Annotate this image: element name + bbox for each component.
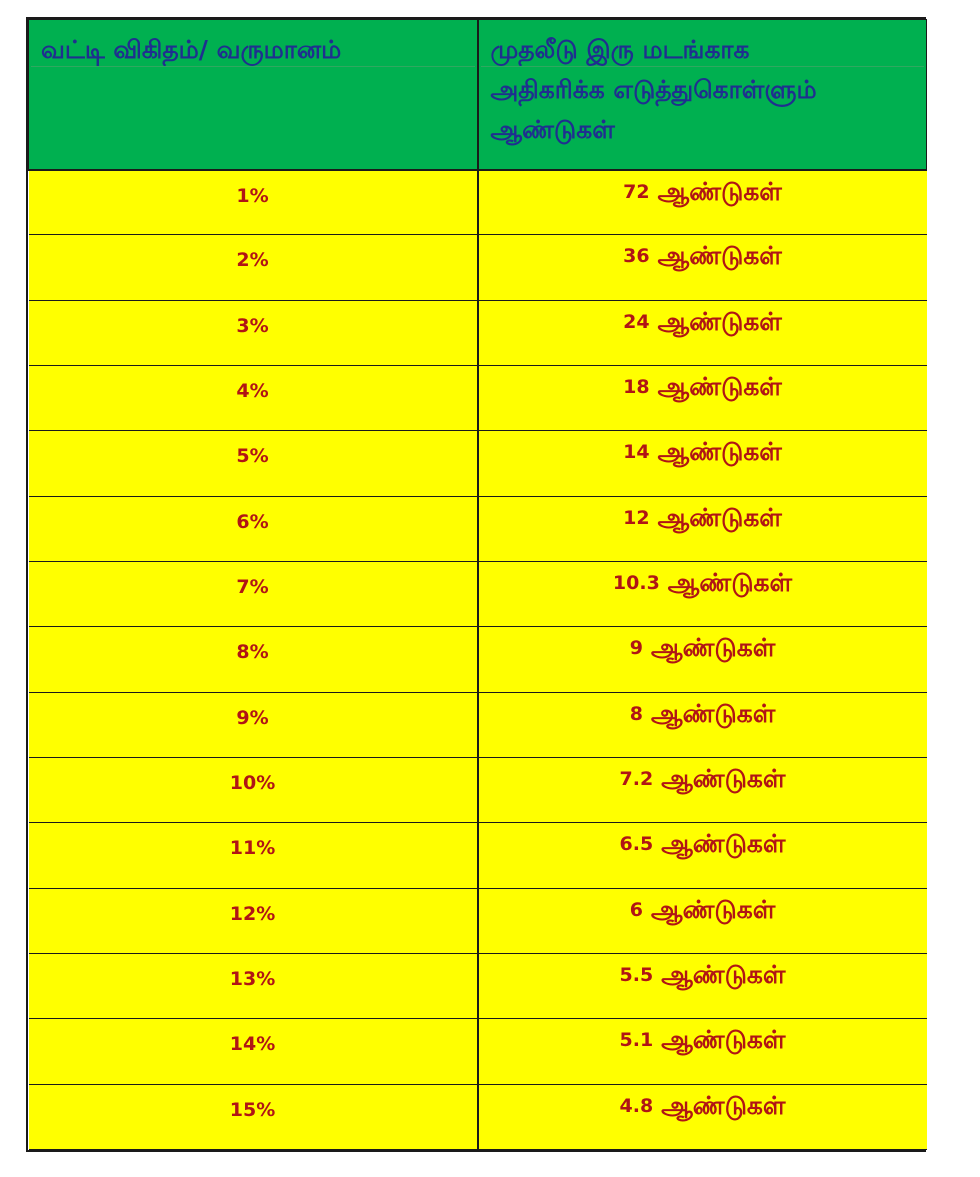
rate-cell: 6% <box>29 496 478 561</box>
years-unit: ஆண்டுகள் <box>661 1025 786 1055</box>
years-unit: ஆண்டுகள் <box>657 437 782 467</box>
table-row <box>29 692 927 757</box>
header-years <box>478 20 927 170</box>
years-unit: ஆண்டுகள் <box>657 241 782 271</box>
header-rate <box>29 20 478 170</box>
years-cell <box>478 235 927 300</box>
years-cell <box>478 170 927 235</box>
years-value: 5.1 <box>619 1029 654 1052</box>
table-body <box>29 170 927 1150</box>
years-cell <box>478 300 927 365</box>
table-row <box>29 888 927 953</box>
years-cell <box>478 1084 927 1149</box>
table-row <box>29 1019 927 1084</box>
table-row <box>29 300 927 365</box>
table-row <box>29 1084 927 1149</box>
years-unit: ஆண்டுகள் <box>661 829 786 859</box>
years-cell <box>478 561 927 626</box>
years-value: 18 <box>623 375 650 398</box>
years-cell <box>478 888 927 953</box>
years-cell <box>478 627 927 692</box>
table-row <box>29 235 927 300</box>
years-value: 72 <box>623 180 650 203</box>
table <box>28 19 927 1150</box>
years-value: 14 <box>623 441 650 464</box>
years-unit: ஆண்டுகள் <box>667 567 793 597</box>
years-cell <box>478 1019 927 1084</box>
rate-cell: 4% <box>29 365 478 430</box>
header-years-line-3: ஆண்டுகள் <box>490 115 615 144</box>
header-years-line-1: முதலீடு இரு மடங்காக <box>490 35 750 64</box>
years-value: 12 <box>623 506 650 529</box>
years-unit: ஆண்டுகள் <box>661 1090 786 1120</box>
table-row <box>29 170 927 235</box>
table-row <box>29 627 927 692</box>
years-unit: ஆண்டுகள் <box>650 894 776 924</box>
rate-cell: 3% <box>29 300 478 365</box>
years-cell <box>478 953 927 1018</box>
years-unit: ஆண்டுகள் <box>657 306 782 336</box>
years-cell <box>478 757 927 822</box>
years-unit: ஆண்டுகள் <box>657 176 782 206</box>
rate-cell: 14% <box>29 1019 478 1084</box>
years-unit: ஆண்டுகள் <box>657 371 782 401</box>
years-cell <box>478 496 927 561</box>
rate-cell: 12% <box>29 888 478 953</box>
rate-cell: 15% <box>29 1084 478 1149</box>
rate-cell: 8% <box>29 627 478 692</box>
header-rate-label: வட்டி விகிதம்/ வருமானம் <box>41 35 342 64</box>
table-row <box>29 496 927 561</box>
header-years-line-2: அதிகரிக்க எடுத்துகொள்ளும் <box>490 75 817 104</box>
years-value: 7.2 <box>619 767 654 790</box>
years-cell <box>478 365 927 430</box>
years-value: 6 <box>629 898 643 921</box>
years-value: 6.5 <box>619 833 654 856</box>
years-value: 24 <box>623 310 650 333</box>
years-unit: ஆண்டுகள் <box>661 763 786 793</box>
rate-cell: 13% <box>29 953 478 1018</box>
doubling-time-table <box>26 17 926 1152</box>
rate-cell: 1% <box>29 170 478 235</box>
rate-cell: 10% <box>29 757 478 822</box>
table-row <box>29 953 927 1018</box>
years-value: 4.8 <box>619 1094 654 1117</box>
years-value: 36 <box>623 245 650 268</box>
table-row <box>29 431 927 496</box>
years-value: 5.5 <box>619 963 654 986</box>
table-row <box>29 561 927 626</box>
rate-cell: 2% <box>29 235 478 300</box>
table-row <box>29 757 927 822</box>
years-unit: ஆண்டுகள் <box>661 959 786 989</box>
rate-cell: 9% <box>29 692 478 757</box>
table-row <box>29 823 927 888</box>
years-cell <box>478 431 927 496</box>
years-unit: ஆண்டுகள் <box>650 633 776 663</box>
years-cell <box>478 692 927 757</box>
years-unit: ஆண்டுகள் <box>650 698 776 728</box>
years-value: 9 <box>629 637 643 660</box>
years-value: 10.3 <box>612 571 660 594</box>
rate-cell: 7% <box>29 561 478 626</box>
table-header-row <box>29 20 927 170</box>
years-value: 8 <box>629 702 643 725</box>
rate-cell: 5% <box>29 431 478 496</box>
table-row <box>29 365 927 430</box>
years-cell <box>478 823 927 888</box>
years-unit: ஆண்டுகள் <box>657 502 782 532</box>
rate-cell: 11% <box>29 823 478 888</box>
